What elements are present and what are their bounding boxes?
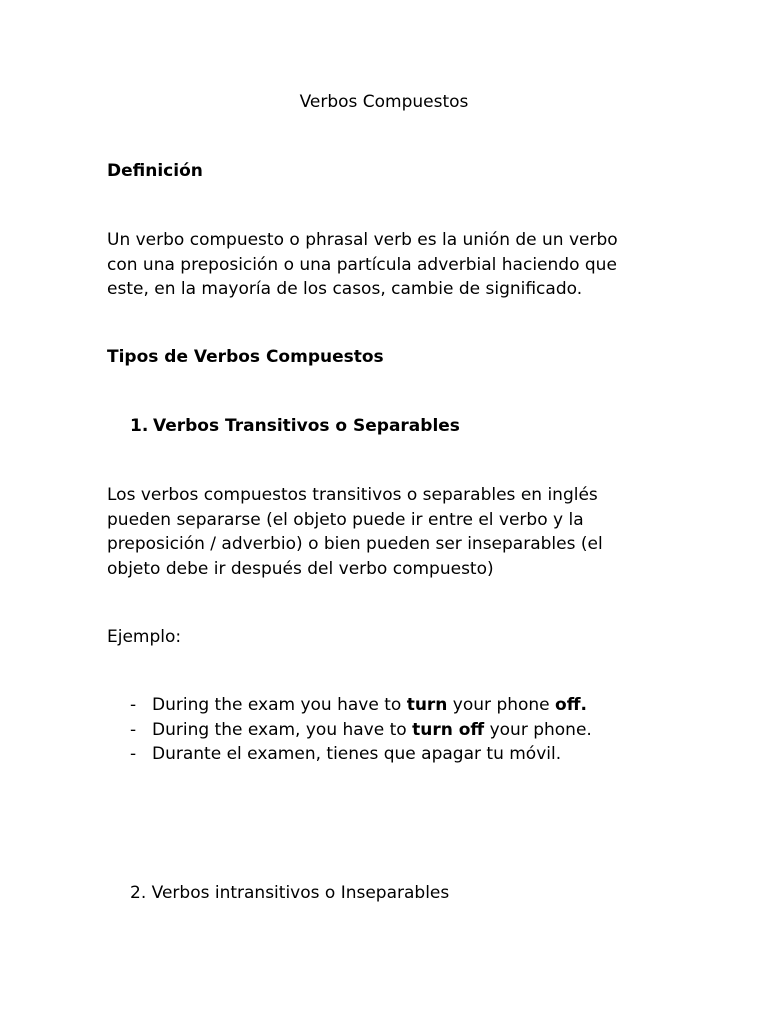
numbered-item-1	[130, 414, 460, 438]
example-text: Durante el examen, tienes que apagar tu móvil.	[152, 744, 562, 764]
paragraph-line: con una preposición o una partícula adverbial haciendo que	[107, 254, 617, 275]
dash-bullet: -	[130, 695, 137, 715]
document-title: Verbos Compuestos	[299, 92, 469, 112]
paragraph-line: este, en la mayoría de los casos, cambie de significado.	[107, 279, 583, 299]
example-text: During the exam you have to	[152, 695, 407, 715]
numbered-item-2	[130, 881, 449, 905]
list-number: 2.	[130, 883, 147, 903]
types-heading: Tipos de Verbos Compuestos	[107, 347, 384, 367]
example-list	[130, 693, 592, 767]
definition-heading: Definición	[107, 161, 203, 181]
example-text: During the exam, you have to	[152, 719, 413, 740]
dash-bullet: -	[130, 719, 137, 740]
example-text: your phone.	[484, 719, 592, 740]
paragraph-line: preposición / adverbio) o bien pueden ser inseparables (el	[107, 534, 603, 554]
example-bold: turn	[406, 695, 448, 715]
list-item	[130, 693, 592, 718]
dash-bullet: -	[130, 744, 137, 764]
example-label: Ejemplo:	[107, 627, 182, 647]
list-item	[130, 742, 592, 767]
paragraph-line: objeto debe ir después del verbo compuesto)	[107, 558, 494, 579]
paragraph-line: Los verbos compuestos transitivos o separables en inglés	[107, 485, 598, 505]
list-item-label: Verbos Transitivos o Separables	[153, 416, 460, 436]
example-bold: off.	[555, 695, 587, 715]
list-number: 1.	[130, 416, 149, 436]
example-bold: turn off	[412, 719, 485, 740]
transitive-paragraph	[107, 483, 667, 581]
list-item	[130, 718, 592, 743]
example-text: your phone	[447, 695, 556, 715]
paragraph-line: pueden separarse (el objeto puede ir entre el verbo y la	[107, 509, 584, 530]
paragraph-line: Un verbo compuesto o phrasal verb es la unión de un verbo	[107, 230, 618, 250]
list-item-label: Verbos intransitivos o Inseparables	[151, 883, 450, 903]
definition-paragraph	[107, 228, 667, 302]
